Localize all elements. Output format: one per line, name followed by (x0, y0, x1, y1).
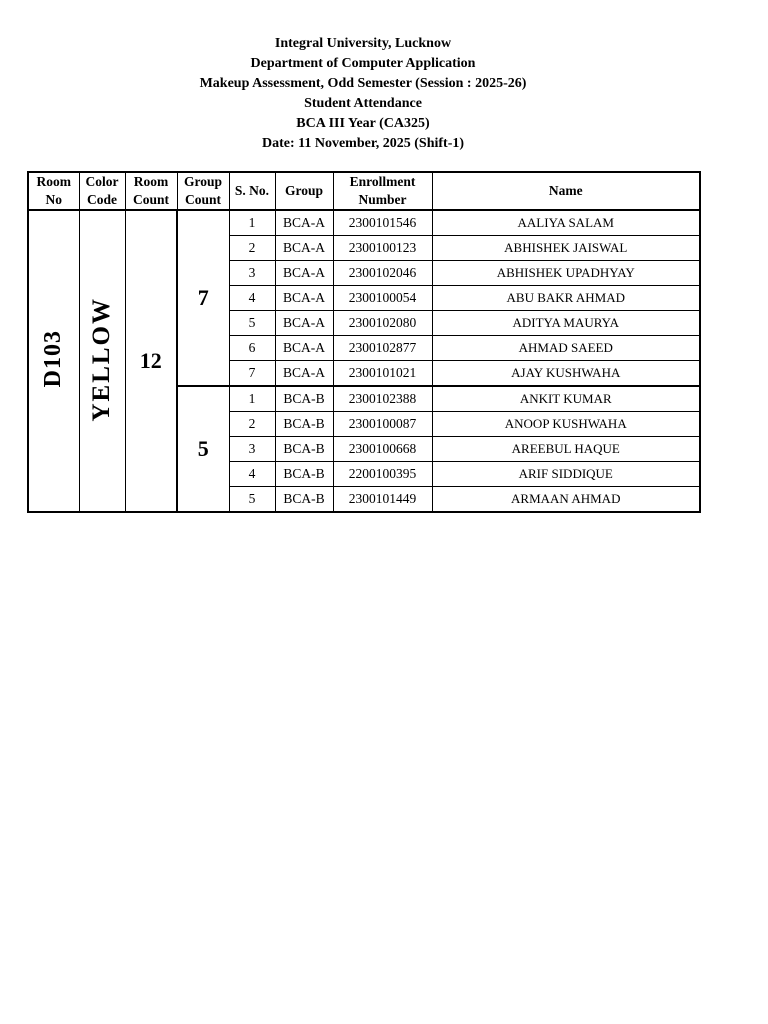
enrollment-cell: 2200100395 (333, 462, 432, 487)
table-header-row (28, 172, 700, 210)
assessment-title: Makeup Assessment, Odd Semester (Session : 2025-26) (199, 76, 527, 91)
enrollment-cell: 2300102877 (333, 336, 432, 361)
enrollment-cell: 2300101546 (333, 210, 432, 236)
sno-cell: 7 (229, 361, 275, 387)
sno-cell: 4 (229, 286, 275, 311)
group-cell: BCA-B (275, 462, 333, 487)
name-cell: ANOOP KUSHWAHA (432, 412, 700, 437)
group-cell: BCA-A (275, 236, 333, 261)
enrollment-cell: 2300100668 (333, 437, 432, 462)
group-count-value: 7 (177, 210, 229, 386)
name-cell: AHMAD SAEED (432, 336, 700, 361)
col-header-color-code: Color Code (79, 172, 125, 210)
col-header-enrollment: Enrollment Number (333, 172, 432, 210)
sno-cell: 4 (229, 462, 275, 487)
group-cell: BCA-A (275, 361, 333, 387)
room-count-value: 12 (125, 210, 177, 512)
name-cell: ANKIT KUMAR (432, 386, 700, 412)
col-header-room-count: Room Count (125, 172, 177, 210)
color-code-cell (79, 210, 125, 512)
sno-cell: 3 (229, 437, 275, 462)
document-header (0, 34, 726, 154)
enrollment-cell: 2300100087 (333, 412, 432, 437)
room-no-value: D103 (40, 330, 67, 388)
name-cell: AALIYA SALAM (432, 210, 700, 236)
group-cell: BCA-A (275, 311, 333, 336)
col-header-name: Name (432, 172, 700, 210)
group-cell: BCA-A (275, 286, 333, 311)
group-cell: BCA-A (275, 261, 333, 286)
col-header-room-no: Room No (28, 172, 79, 210)
sno-cell: 1 (229, 386, 275, 412)
name-cell: ARIF SIDDIQUE (432, 462, 700, 487)
enrollment-cell: 2300100054 (333, 286, 432, 311)
sno-cell: 5 (229, 487, 275, 513)
course-title: BCA III Year (CA325) (296, 116, 430, 131)
sno-cell: 6 (229, 336, 275, 361)
name-cell: ABHISHEK JAISWAL (432, 236, 700, 261)
room-no-cell (28, 210, 79, 512)
sno-cell: 3 (229, 261, 275, 286)
table-row (28, 210, 700, 236)
color-code-value: YELLOW (88, 296, 115, 422)
col-header-group-count: Group Count (177, 172, 229, 210)
sno-cell: 1 (229, 210, 275, 236)
group-count-value: 5 (177, 386, 229, 512)
attendance-table (27, 171, 701, 513)
university-name: Integral University, Lucknow (274, 36, 452, 51)
group-cell: BCA-A (275, 336, 333, 361)
col-header-sno: S. No. (229, 172, 275, 210)
name-cell: ABHISHEK UPADHYAY (432, 261, 700, 286)
exam-date: Date: 11 November, 2025 (Shift-1) (261, 136, 465, 151)
name-cell: AJAY KUSHWAHA (432, 361, 700, 387)
col-header-group: Group (275, 172, 333, 210)
group-cell: BCA-B (275, 412, 333, 437)
sno-cell: 2 (229, 412, 275, 437)
name-cell: ARMAAN AHMAD (432, 487, 700, 513)
department-name: Department of Computer Application (250, 56, 476, 71)
name-cell: AREEBUL HAQUE (432, 437, 700, 462)
group-cell: BCA-B (275, 437, 333, 462)
enrollment-cell: 2300102080 (333, 311, 432, 336)
group-cell: BCA-A (275, 210, 333, 236)
sno-cell: 2 (229, 236, 275, 261)
sno-cell: 5 (229, 311, 275, 336)
enrollment-cell: 2300101021 (333, 361, 432, 387)
group-cell: BCA-B (275, 487, 333, 513)
enrollment-cell: 2300102046 (333, 261, 432, 286)
enrollment-cell: 2300102388 (333, 386, 432, 412)
name-cell: ADITYA MAURYA (432, 311, 700, 336)
enrollment-cell: 2300101449 (333, 487, 432, 513)
sheet-title: Student Attendance (304, 96, 422, 111)
group-cell: BCA-B (275, 386, 333, 412)
name-cell: ABU BAKR AHMAD (432, 286, 700, 311)
enrollment-cell: 2300100123 (333, 236, 432, 261)
